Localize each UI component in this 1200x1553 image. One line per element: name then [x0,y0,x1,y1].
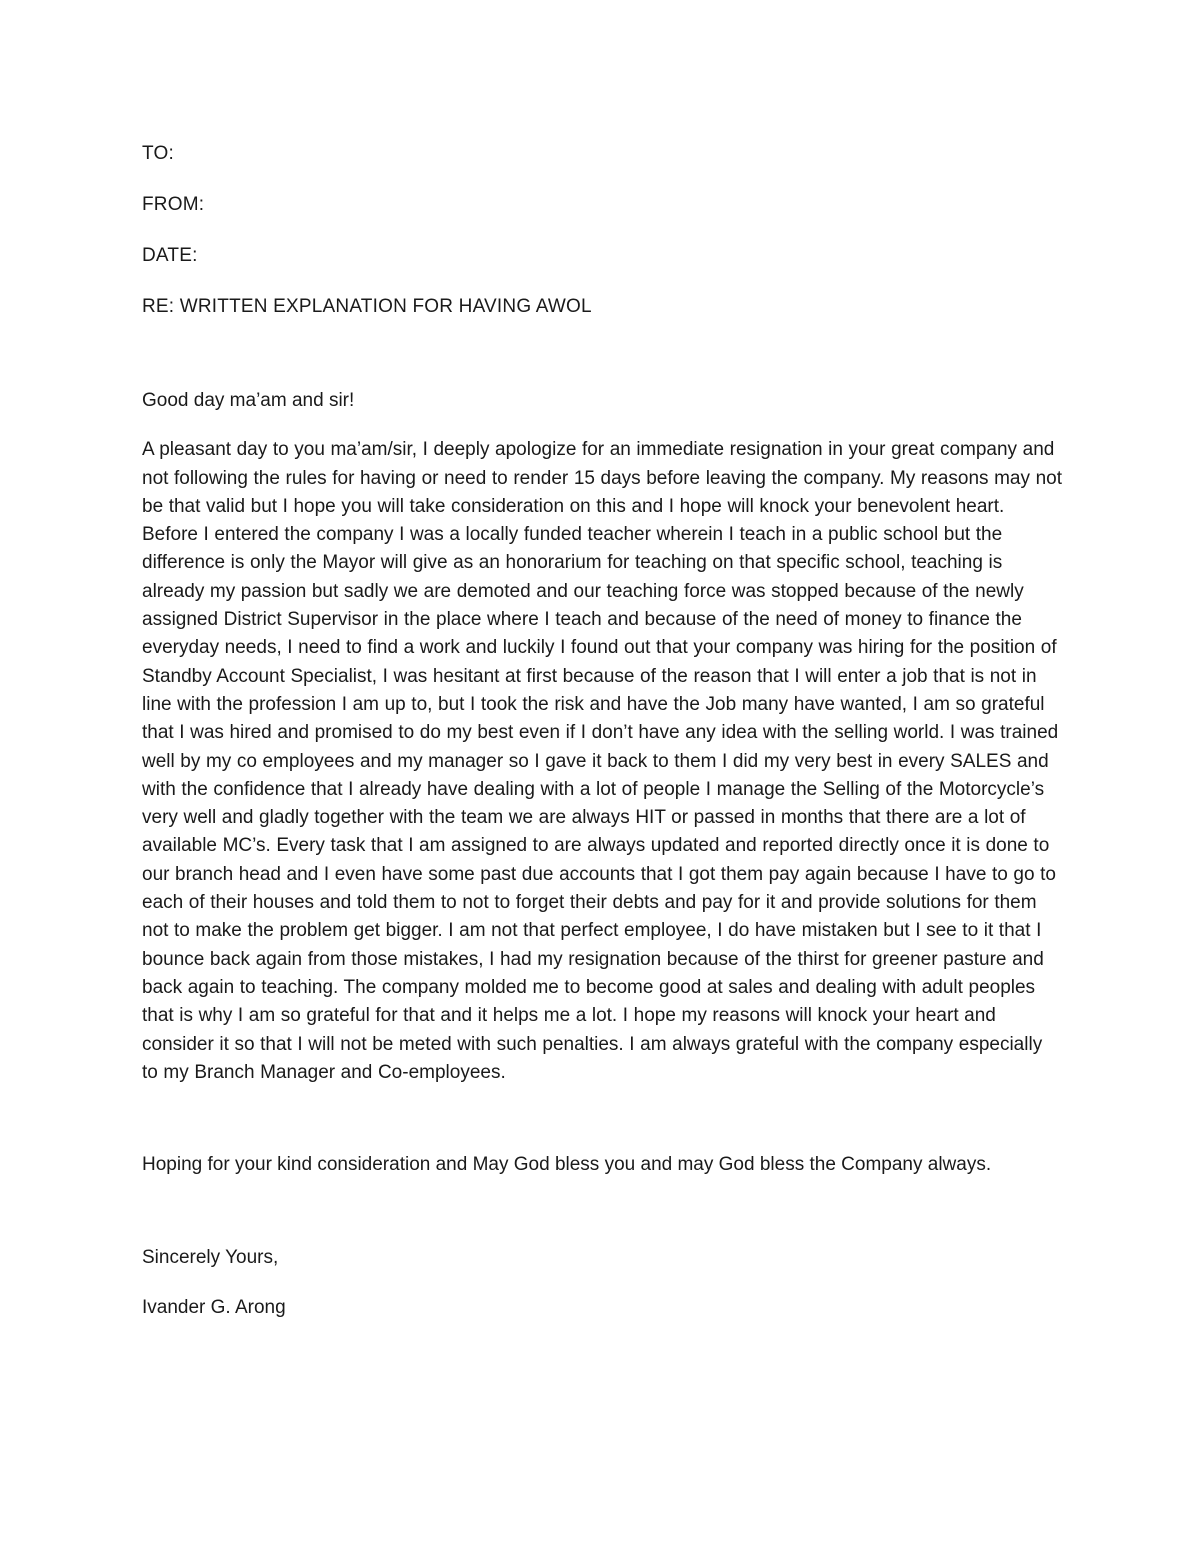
letter-body: A pleasant day to you ma’am/sir, I deeply apologize for an immediate resignation in your great company and not following the rules for having or need to render 15 days before leaving the company. My reasons may not be that valid but I hope you will take consideration on this and I hope will knock your benevolent heart. Before I entered the company I was a locally funded teacher wherein I teach in a public school but the difference is only the Mayor will give as an honorarium for teaching on that specific school, teaching is already my passion but sadly we are demoted and our teaching force was stopped because of the newly assigned District Supervisor in the place where I teach and because of the need of money to finance the everyday needs, I need to find a work and luckily I found out that your company was hiring for the position of Standby Account Specialist, I was hesitant at first because of the reason that I will enter a job that is not in line with the profession I am up to, but I took the risk and have the Job many have wanted, I am so grateful that I was hired and promised to do my best even if I don’t have any idea with the selling world. I was trained well by my co employees and my manager so I gave it back to them I did my very best in every SALES and with the confidence that I already have dealing with a lot of people I manage the Selling of the Motorcycle’s very well and gladly together with the team we are always HIT or passed in months that there are a lot of available MC’s. Every task that I am assigned to are always updated and reported directly once it is done to our branch head and I even have some past due accounts that I got them pay again because I have to go to each of their houses and told them to not to forget their debts and pay for it and provide solutions for them not to make the problem get bigger. I am not that perfect employee, I do have mistaken but I see to it that I bounce back again from those mistakes, I had my resignation because of the thirst for greener pasture and back again to teaching. The company molded me to become good at sales and dealing with adult peoples that is why I am so grateful for that and it helps me a lot. I hope my reasons will knock your heart and consider it so that I will not be meted with such penalties. I am always grateful with the company especially to my Branch Manager and Co-employees. [142,439,1062,1083]
signature-name: Ivander G. Arong [142,1296,286,1318]
from-line: FROM: [142,194,205,215]
closing-paragraph: Hoping for your kind consideration and May God bless you and may God bless the Company always. [142,1154,992,1176]
signoff: Sincerely Yours, [142,1247,279,1269]
subject-line: RE: WRITTEN EXPLANATION FOR HAVING AWOL [142,296,592,317]
date-line: DATE: [142,245,198,266]
to-line: TO: [142,143,174,164]
letter-content [142,140,1062,1322]
greeting: Good day ma’am and sir! [142,390,355,411]
